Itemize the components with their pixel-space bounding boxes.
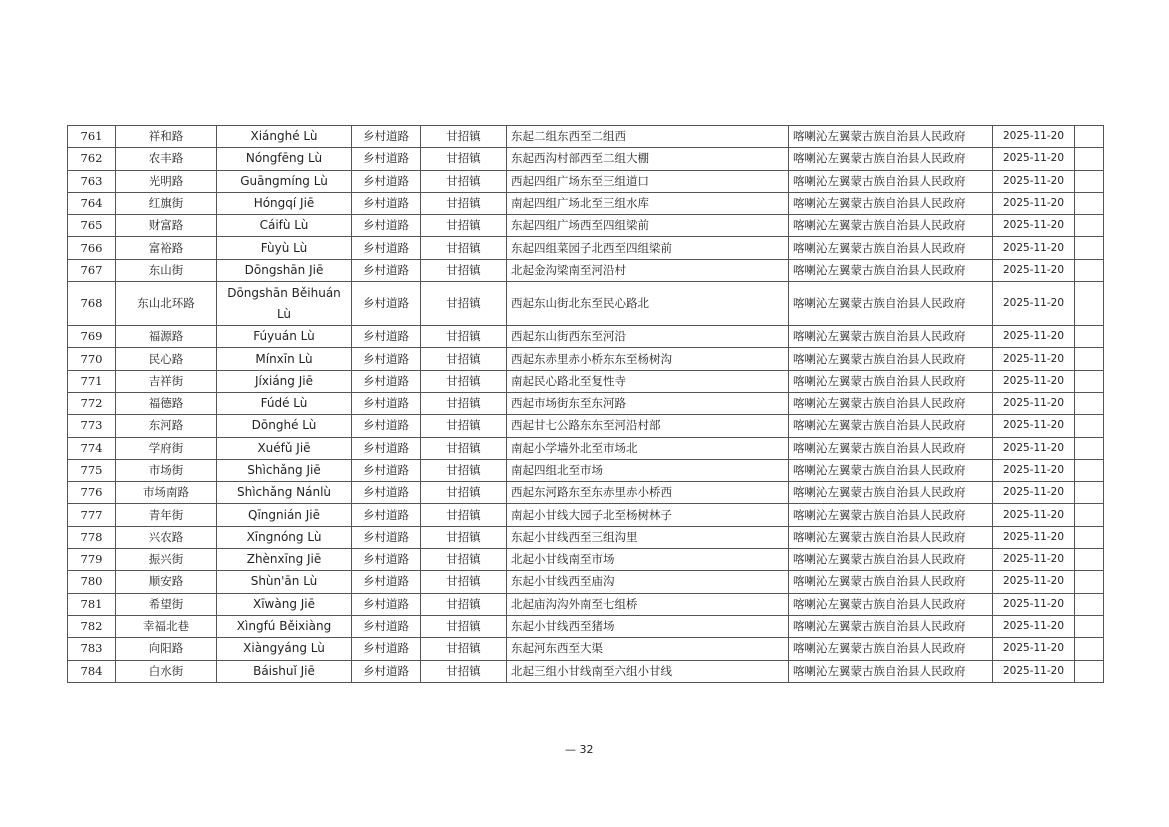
number-cell: 766 [68, 237, 116, 259]
date-cell: 2025-11-20 [993, 571, 1075, 593]
note-cell [1075, 437, 1104, 459]
table-row [68, 170, 1104, 192]
description-cell: 东起四组广场西至四组梁前 [507, 215, 789, 237]
type-cell: 乡村道路 [352, 348, 421, 370]
name-cell: 富裕路 [116, 237, 217, 259]
type-cell: 乡村道路 [352, 593, 421, 615]
description-cell: 东起河东西至大渠 [507, 638, 789, 660]
date-cell: 2025-11-20 [993, 192, 1075, 214]
type-cell: 乡村道路 [352, 126, 421, 148]
date-cell: 2025-11-20 [993, 282, 1075, 326]
table-row [68, 593, 1104, 615]
type-cell: 乡村道路 [352, 571, 421, 593]
authority-cell: 喀喇沁左翼蒙古族自治县人民政府 [789, 615, 993, 637]
type-cell: 乡村道路 [352, 370, 421, 392]
description-cell: 西起甘七公路东东至河沿村部 [507, 415, 789, 437]
type-cell: 乡村道路 [352, 526, 421, 548]
pinyin-cell: Dōngshān Jiē [217, 259, 352, 281]
town-cell: 甘招镇 [421, 170, 507, 192]
table-row [68, 571, 1104, 593]
town-cell: 甘招镇 [421, 638, 507, 660]
authority-cell: 喀喇沁左翼蒙古族自治县人民政府 [789, 415, 993, 437]
number-cell: 777 [68, 504, 116, 526]
authority-cell: 喀喇沁左翼蒙古族自治县人民政府 [789, 259, 993, 281]
name-cell: 东山街 [116, 259, 217, 281]
town-cell: 甘招镇 [421, 192, 507, 214]
note-cell [1075, 326, 1104, 348]
table-row [68, 482, 1104, 504]
authority-cell: 喀喇沁左翼蒙古族自治县人民政府 [789, 459, 993, 481]
table-row [68, 437, 1104, 459]
authority-cell: 喀喇沁左翼蒙古族自治县人民政府 [789, 237, 993, 259]
name-cell: 农丰路 [116, 148, 217, 170]
number-cell: 776 [68, 482, 116, 504]
table-row [68, 348, 1104, 370]
date-cell: 2025-11-20 [993, 259, 1075, 281]
date-cell: 2025-11-20 [993, 615, 1075, 637]
note-cell [1075, 482, 1104, 504]
authority-cell: 喀喇沁左翼蒙古族自治县人民政府 [789, 326, 993, 348]
date-cell: 2025-11-20 [993, 170, 1075, 192]
number-cell: 775 [68, 459, 116, 481]
number-cell: 782 [68, 615, 116, 637]
date-cell: 2025-11-20 [993, 504, 1075, 526]
pinyin-cell: Dōnghé Lù [217, 415, 352, 437]
number-cell: 784 [68, 660, 116, 682]
authority-cell: 喀喇沁左翼蒙古族自治县人民政府 [789, 170, 993, 192]
number-cell: 761 [68, 126, 116, 148]
name-cell: 青年街 [116, 504, 217, 526]
number-cell: 772 [68, 392, 116, 414]
town-cell: 甘招镇 [421, 660, 507, 682]
town-cell: 甘招镇 [421, 148, 507, 170]
number-cell: 783 [68, 638, 116, 660]
table-row [68, 459, 1104, 481]
town-cell: 甘招镇 [421, 326, 507, 348]
date-cell: 2025-11-20 [993, 348, 1075, 370]
note-cell [1075, 237, 1104, 259]
name-cell: 白水街 [116, 660, 217, 682]
type-cell: 乡村道路 [352, 459, 421, 481]
note-cell [1075, 415, 1104, 437]
type-cell: 乡村道路 [352, 504, 421, 526]
date-cell: 2025-11-20 [993, 437, 1075, 459]
description-cell: 南起小甘线大园子北至杨树林子 [507, 504, 789, 526]
authority-cell: 喀喇沁左翼蒙古族自治县人民政府 [789, 215, 993, 237]
town-cell: 甘招镇 [421, 437, 507, 459]
note-cell [1075, 259, 1104, 281]
description-cell: 东起小甘线西至猪场 [507, 615, 789, 637]
date-cell: 2025-11-20 [993, 482, 1075, 504]
name-cell: 兴农路 [116, 526, 217, 548]
number-cell: 762 [68, 148, 116, 170]
town-cell: 甘招镇 [421, 348, 507, 370]
name-cell: 吉祥街 [116, 370, 217, 392]
town-cell: 甘招镇 [421, 392, 507, 414]
note-cell [1075, 549, 1104, 571]
date-cell: 2025-11-20 [993, 526, 1075, 548]
town-cell: 甘招镇 [421, 215, 507, 237]
description-cell: 东起西沟村部西至二组大棚 [507, 148, 789, 170]
authority-cell: 喀喇沁左翼蒙古族自治县人民政府 [789, 482, 993, 504]
table-row [68, 370, 1104, 392]
number-cell: 763 [68, 170, 116, 192]
pinyin-cell: Xiàngyáng Lù [217, 638, 352, 660]
date-cell: 2025-11-20 [993, 638, 1075, 660]
description-cell: 南起四组北至市场 [507, 459, 789, 481]
authority-cell: 喀喇沁左翼蒙古族自治县人民政府 [789, 437, 993, 459]
authority-cell: 喀喇沁左翼蒙古族自治县人民政府 [789, 348, 993, 370]
type-cell: 乡村道路 [352, 660, 421, 682]
description-cell: 西起四组广场东至三组道口 [507, 170, 789, 192]
table-row [68, 504, 1104, 526]
authority-cell: 喀喇沁左翼蒙古族自治县人民政府 [789, 593, 993, 615]
note-cell [1075, 215, 1104, 237]
number-cell: 780 [68, 571, 116, 593]
note-cell [1075, 571, 1104, 593]
note-cell [1075, 593, 1104, 615]
authority-cell: 喀喇沁左翼蒙古族自治县人民政府 [789, 370, 993, 392]
table-row [68, 192, 1104, 214]
pinyin-cell: Guāngmíng Lù [217, 170, 352, 192]
type-cell: 乡村道路 [352, 192, 421, 214]
town-cell: 甘招镇 [421, 571, 507, 593]
name-cell: 福源路 [116, 326, 217, 348]
description-cell: 北起庙沟沟外南至七组桥 [507, 593, 789, 615]
number-cell: 769 [68, 326, 116, 348]
number-cell: 767 [68, 259, 116, 281]
authority-cell: 喀喇沁左翼蒙古族自治县人民政府 [789, 392, 993, 414]
authority-cell: 喀喇沁左翼蒙古族自治县人民政府 [789, 148, 993, 170]
description-cell: 东起二组东西至二组西 [507, 126, 789, 148]
type-cell: 乡村道路 [352, 549, 421, 571]
authority-cell: 喀喇沁左翼蒙古族自治县人民政府 [789, 526, 993, 548]
note-cell [1075, 526, 1104, 548]
number-cell: 765 [68, 215, 116, 237]
description-cell: 西起东赤里赤小桥东东至杨树沟 [507, 348, 789, 370]
number-cell: 774 [68, 437, 116, 459]
description-cell: 西起东山街西东至河沿 [507, 326, 789, 348]
type-cell: 乡村道路 [352, 215, 421, 237]
pinyin-cell: Shìchǎng Nánlù [217, 482, 352, 504]
authority-cell: 喀喇沁左翼蒙古族自治县人民政府 [789, 192, 993, 214]
table-row [68, 638, 1104, 660]
number-cell: 781 [68, 593, 116, 615]
table-row [68, 549, 1104, 571]
name-cell: 福德路 [116, 392, 217, 414]
number-cell: 770 [68, 348, 116, 370]
description-cell: 西起市场街东至东河路 [507, 392, 789, 414]
date-cell: 2025-11-20 [993, 370, 1075, 392]
table-row [68, 282, 1104, 326]
name-cell: 市场街 [116, 459, 217, 481]
description-cell: 西起东山街北东至民心路北 [507, 282, 789, 326]
road-names-table [67, 125, 1104, 683]
date-cell: 2025-11-20 [993, 593, 1075, 615]
type-cell: 乡村道路 [352, 282, 421, 326]
pinyin-cell: Xiánghé Lù [217, 126, 352, 148]
pinyin-cell: Shùn'ān Lù [217, 571, 352, 593]
note-cell [1075, 459, 1104, 481]
date-cell: 2025-11-20 [993, 415, 1075, 437]
note-cell [1075, 282, 1104, 326]
pinyin-cell: Báishuǐ Jiē [217, 660, 352, 682]
town-cell: 甘招镇 [421, 370, 507, 392]
pinyin-cell: Nóngfēng Lù [217, 148, 352, 170]
name-cell: 希望街 [116, 593, 217, 615]
pinyin-cell: Hóngqí Jiē [217, 192, 352, 214]
number-cell: 768 [68, 282, 116, 326]
town-cell: 甘招镇 [421, 593, 507, 615]
table-row [68, 526, 1104, 548]
type-cell: 乡村道路 [352, 326, 421, 348]
pinyin-cell: Dōngshān Běihuán Lù [217, 282, 352, 326]
town-cell: 甘招镇 [421, 126, 507, 148]
type-cell: 乡村道路 [352, 237, 421, 259]
table-row [68, 615, 1104, 637]
name-cell: 红旗街 [116, 192, 217, 214]
table-row [68, 126, 1104, 148]
date-cell: 2025-11-20 [993, 459, 1075, 481]
authority-cell: 喀喇沁左翼蒙古族自治县人民政府 [789, 660, 993, 682]
type-cell: 乡村道路 [352, 392, 421, 414]
town-cell: 甘招镇 [421, 259, 507, 281]
date-cell: 2025-11-20 [993, 660, 1075, 682]
date-cell: 2025-11-20 [993, 126, 1075, 148]
name-cell: 市场南路 [116, 482, 217, 504]
date-cell: 2025-11-20 [993, 392, 1075, 414]
note-cell [1075, 148, 1104, 170]
table-row [68, 215, 1104, 237]
name-cell: 光明路 [116, 170, 217, 192]
description-cell: 东起小甘线西至三组沟里 [507, 526, 789, 548]
description-cell: 北起金沟梁南至河沿村 [507, 259, 789, 281]
date-cell: 2025-11-20 [993, 326, 1075, 348]
description-cell: 北起三组小甘线南至六组小甘线 [507, 660, 789, 682]
name-cell: 向阳路 [116, 638, 217, 660]
type-cell: 乡村道路 [352, 148, 421, 170]
town-cell: 甘招镇 [421, 549, 507, 571]
authority-cell: 喀喇沁左翼蒙古族自治县人民政府 [789, 126, 993, 148]
table-row [68, 148, 1104, 170]
pinyin-cell: Mínxīn Lù [217, 348, 352, 370]
table-row [68, 237, 1104, 259]
town-cell: 甘招镇 [421, 415, 507, 437]
town-cell: 甘招镇 [421, 482, 507, 504]
description-cell: 东起小甘线西至庙沟 [507, 571, 789, 593]
town-cell: 甘招镇 [421, 282, 507, 326]
note-cell [1075, 660, 1104, 682]
number-cell: 771 [68, 370, 116, 392]
type-cell: 乡村道路 [352, 415, 421, 437]
pinyin-cell: Xìngfú Běixiàng [217, 615, 352, 637]
pinyin-cell: Cáifù Lù [217, 215, 352, 237]
town-cell: 甘招镇 [421, 526, 507, 548]
pinyin-cell: Fùyù Lù [217, 237, 352, 259]
type-cell: 乡村道路 [352, 259, 421, 281]
authority-cell: 喀喇沁左翼蒙古族自治县人民政府 [789, 638, 993, 660]
name-cell: 东河路 [116, 415, 217, 437]
name-cell: 幸福北巷 [116, 615, 217, 637]
pinyin-cell: Xīwàng Jiē [217, 593, 352, 615]
note-cell [1075, 370, 1104, 392]
table-row [68, 259, 1104, 281]
pinyin-cell: Jíxiáng Jiē [217, 370, 352, 392]
note-cell [1075, 392, 1104, 414]
pinyin-cell: Xīngnóng Lù [217, 526, 352, 548]
table-row [68, 660, 1104, 682]
pinyin-cell: Shìchǎng Jiē [217, 459, 352, 481]
number-cell: 773 [68, 415, 116, 437]
pinyin-cell: Fúyuán Lù [217, 326, 352, 348]
name-cell: 东山北环路 [116, 282, 217, 326]
type-cell: 乡村道路 [352, 638, 421, 660]
description-cell: 南起小学墙外北至市场北 [507, 437, 789, 459]
town-cell: 甘招镇 [421, 504, 507, 526]
description-cell: 西起东河路东至东赤里赤小桥西 [507, 482, 789, 504]
authority-cell: 喀喇沁左翼蒙古族自治县人民政府 [789, 549, 993, 571]
description-cell: 南起民心路北至复性寺 [507, 370, 789, 392]
note-cell [1075, 192, 1104, 214]
date-cell: 2025-11-20 [993, 148, 1075, 170]
type-cell: 乡村道路 [352, 170, 421, 192]
pinyin-cell: Fúdé Lù [217, 392, 352, 414]
authority-cell: 喀喇沁左翼蒙古族自治县人民政府 [789, 282, 993, 326]
name-cell: 祥和路 [116, 126, 217, 148]
name-cell: 顺安路 [116, 571, 217, 593]
note-cell [1075, 638, 1104, 660]
description-cell: 东起四组菜园子北西至四组梁前 [507, 237, 789, 259]
authority-cell: 喀喇沁左翼蒙古族自治县人民政府 [789, 504, 993, 526]
town-cell: 甘招镇 [421, 237, 507, 259]
number-cell: 779 [68, 549, 116, 571]
page-number: — 32 [565, 743, 594, 756]
pinyin-cell: Qīngnián Jiē [217, 504, 352, 526]
description-cell: 南起四组广场北至三组水库 [507, 192, 789, 214]
table-row [68, 326, 1104, 348]
pinyin-cell: Xuéfǔ Jiē [217, 437, 352, 459]
town-cell: 甘招镇 [421, 459, 507, 481]
name-cell: 民心路 [116, 348, 217, 370]
name-cell: 振兴街 [116, 549, 217, 571]
name-cell: 学府街 [116, 437, 217, 459]
note-cell [1075, 126, 1104, 148]
table-row [68, 392, 1104, 414]
type-cell: 乡村道路 [352, 482, 421, 504]
date-cell: 2025-11-20 [993, 237, 1075, 259]
type-cell: 乡村道路 [352, 437, 421, 459]
number-cell: 764 [68, 192, 116, 214]
note-cell [1075, 170, 1104, 192]
number-cell: 778 [68, 526, 116, 548]
pinyin-cell: Zhènxīng Jiē [217, 549, 352, 571]
table-row [68, 415, 1104, 437]
type-cell: 乡村道路 [352, 615, 421, 637]
date-cell: 2025-11-20 [993, 215, 1075, 237]
note-cell [1075, 615, 1104, 637]
town-cell: 甘招镇 [421, 615, 507, 637]
note-cell [1075, 348, 1104, 370]
name-cell: 财富路 [116, 215, 217, 237]
date-cell: 2025-11-20 [993, 549, 1075, 571]
description-cell: 北起小甘线南至市场 [507, 549, 789, 571]
note-cell [1075, 504, 1104, 526]
authority-cell: 喀喇沁左翼蒙古族自治县人民政府 [789, 571, 993, 593]
